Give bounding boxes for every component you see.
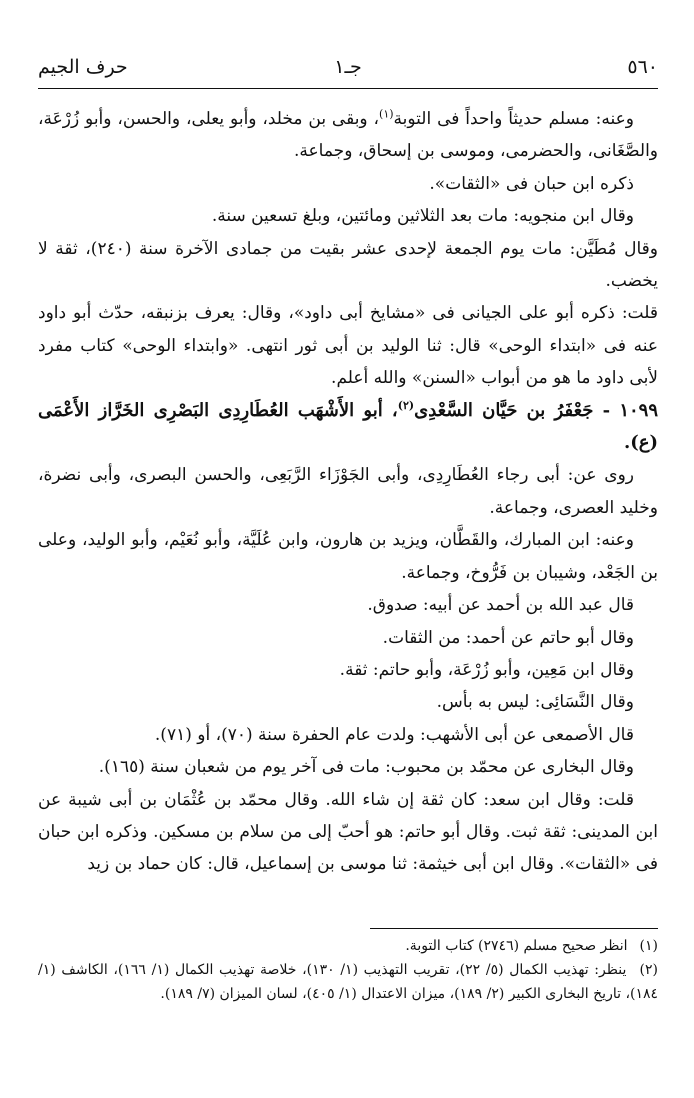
paragraph: وقال النَّسَائِى: ليس به بأس. [436,692,634,713]
entry-heading [38,395,658,460]
footnote-text: انظر صحيح مسلم (٢٧٤٦) كتاب التوبة. [405,938,628,954]
footnote-rule [370,928,658,929]
running-header [38,56,658,86]
footnote-number: (٢) [639,962,659,979]
footnote-number: (١) [639,938,658,954]
text-line: وأبو زُرْعَة، والصَّغَانى، والحضرمى، وموسى بن إسحاق، وجماعة. [38,109,658,162]
paragraph: وقال أبو حاتم عن أحمد: من الثقات. [382,627,634,648]
header-rule [38,88,658,89]
paragraph: وقال ابن منجويه: مات بعد الثلاثين ومائتين، وبلغ تسعين سنة. [211,206,634,227]
paragraph-narrators [38,103,658,168]
paragraph: قال عبد الله بن أحمد عن أبيه: صدوق. [367,595,634,616]
footnote-ref-2: (٢) [397,398,415,412]
paragraph: ذكره ابن حبان فى «الثقات». [429,173,634,194]
section-title: حرف الجيم [38,56,128,78]
footnote-1 [38,934,658,958]
paragraph: وقال ابن مَعِين، وأبو زُرْعَة، وأبو حاتم: ثقة. [339,659,634,680]
footnote-ref-1: (١) [379,107,394,121]
page-number: ٥٦٠ [627,56,658,78]
paragraph: روى عن: أبى رجاء العُطَارِدِى، وأبى الجَوْزَاء الرَّبَعِى، والحسن البصرى، وأبى نضرة، وخليد العصرى، وجماعة. [38,465,658,518]
paragraph: وقال مُطَيَّن: مات يوم الجمعة لإحدى عشر بقيت من جمادى الآخرة سنة (٢٤٠)، ثقة لا يخضب. [38,238,658,292]
paragraph: وقال البخارى عن محمّد بن محبوب: مات فى آخر يوم من شعبان سنة (١٦٥). [98,757,634,778]
volume-label: جـ١ [334,56,362,78]
entry-name-cont: ، أبو الأَشْهَب العُطَارِدِى البَصْرِى الخَرَّاز الأَعْمَى (ع). [38,399,658,454]
paragraph: قلت: وقال ابن سعد: كان ثقة إن شاء الله. وقال محمّد بن عُثْمَان بن أبى شيبة عن ابن المدينى: ثقة ثبت. وقال أبو حاتم: هو أحبّ إلى من سلام بن مسكين. وذكره ابن حبان فى «الثقات». وقال ابن أبى خيثمة: ثنا موسى بن إسماعيل، قال: كان حماد بن زيد [38,789,658,875]
footnotes [38,934,658,1007]
paragraph: قلت: ذكره أبو على الجيانى فى «مشايخ أبى داود»، وقال: يعرف بزنبقه، حدّث أبو داود عنه فى «ابتداء الوحى» قال: ثنا الوليد بن أبى ثور انتهى. «وابتداء الوحى» كتاب مفرد لأبى داود ما هو من أبواب «السنن» والله أعلم. [38,303,658,389]
text-line: وعنه: مسلم حديثاً واحداً فى التوبة [393,109,634,129]
main-text [38,103,658,881]
paragraph: قال الأصمعى عن أبى الأشهب: ولدت عام الحفرة سنة (٧٠)، أو (٧١). [154,724,634,745]
footnote-text: ينظر: تهذيب الكمال (٥/ ٢٢)، تقريب التهذيب (١/ ١٣٠)، خلاصة تهذيب الكمال (١/ ١٦٦)، الكاشف (١/ ١٨٤)، تاريخ البخارى الكبير (٢/ ١٨٩)، ميزان الاعتدال (١/ ٤٠٥)، لسان الميزان (٧/ ١٨٩). [38,962,658,1003]
text-line: ، وبقى بن مخلد، وأبو يعلى، والحسن، [117,109,380,129]
entry-name: ١٠٩٩ - جَعْفَرُ بن حَيَّان السَّعْدِى [414,399,658,421]
paragraph: وعنه: ابن المبارك، والقَطَّان، ويزيد بن هارون، وابن عُلَيَّة، وأبو نُعَيْم، وأبو الوليد، وعلى بن الجَعْد، وشيبان بن فَرُّوخ، وجماعة. [38,530,658,583]
footnote-2 [38,958,658,1006]
